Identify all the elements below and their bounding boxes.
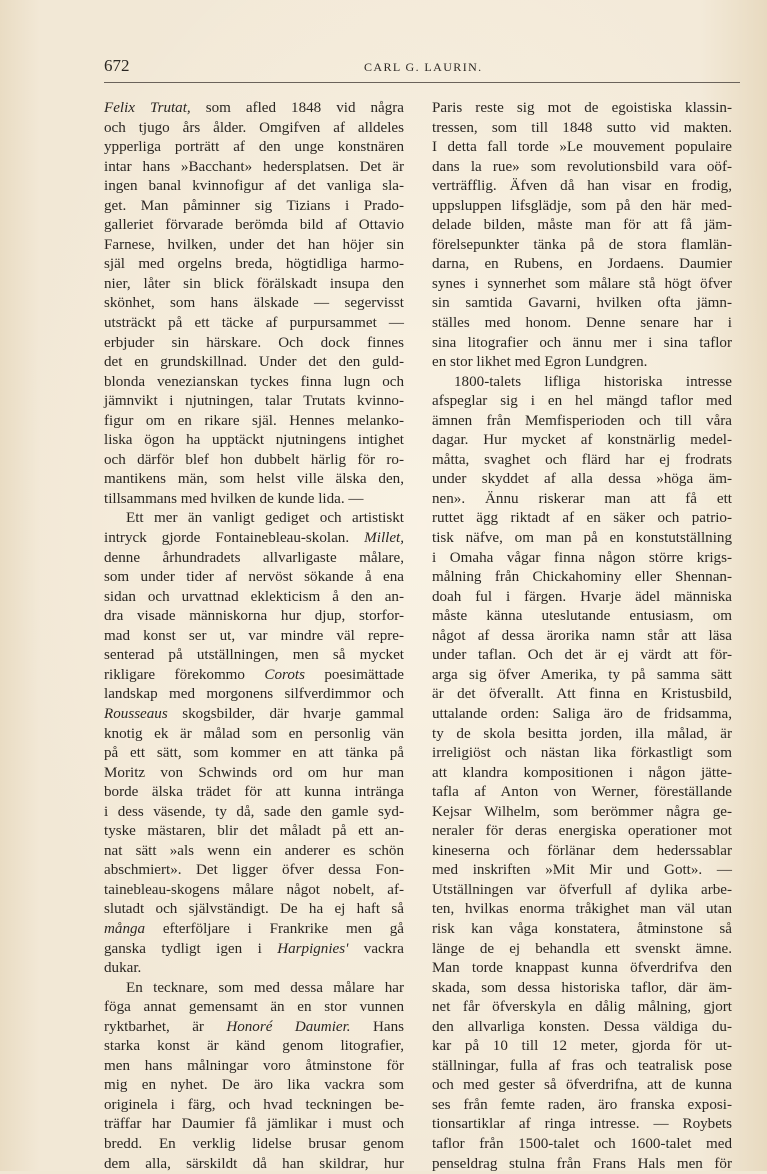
text-line [432,138,732,158]
text-line [432,490,732,510]
text-run: sin samtida Gavarni, hvilken ofta jämn- [432,295,732,312]
text-run: en stor likhet med Egron Lundgren. [432,354,648,371]
left-text-column [104,99,404,1174]
text-line [432,920,732,940]
text-line [432,549,732,569]
text-line [104,1057,404,1077]
text-line [104,646,404,666]
text-line [432,334,732,354]
text-line [104,334,404,354]
text-line [104,138,404,158]
text-line [432,529,732,549]
text-line [432,353,732,373]
italic-name: många [104,920,146,937]
text-run: ypperliga porträtt af den unge konstnären [104,139,404,156]
text-line [432,314,732,334]
text-line [104,666,404,686]
text-line [432,822,732,842]
text-run: i dess väsende, ty då, sade den gamle syd- [104,803,404,820]
text-run: mantikens män, som helst ville älska den, [104,471,404,488]
text-line [432,764,732,784]
text-line [104,119,404,139]
text-run: förelsepunkter tänka på de stora flamlän- [432,236,732,253]
text-run: dans la rue» som revolutionsbild vara oöf- [432,158,732,175]
text-line [104,842,404,862]
text-line [104,197,404,217]
text-run: skogsbilder, där hvarje gammal [167,705,404,722]
text-line [104,744,404,764]
text-run: tisk näfve, om man på en konstutställning [432,530,732,547]
text-run: tainebleau-skogens målare något nobelt, af- [104,881,404,898]
text-run: nat sätt »als wenn ein anderer es schön [104,842,404,859]
text-line [432,725,732,745]
text-run: dem alla, särskildt då han skildrar, hur [104,1155,404,1172]
text-line [104,725,404,745]
text-run: doah ful i färgen. Hvarje ädel människa [432,588,732,605]
text-run: under skyddet af alla dessa »höga äm- [432,471,732,488]
text-run: ämnen från Memfisperioden och till våra [432,412,732,429]
text-run: Hans [350,1018,404,1035]
text-line [104,979,404,999]
page-number: 672 [104,56,130,75]
text-line [432,1037,732,1057]
text-line [104,607,404,627]
text-run: borde älska trädet för att kunna intränga [104,784,404,801]
text-run: efterföljare i Frankrike men gå [145,920,404,937]
text-line [104,1037,404,1057]
text-run: ruttet ägg riktadt af en säker och patrio- [432,510,732,527]
text-run: och med gester så öfverdrifna, att de kunna [432,1077,732,1094]
text-line [432,940,732,960]
text-line [104,685,404,705]
text-line [432,99,732,119]
text-run: knotig ek är målad som en personlig vän [104,725,404,742]
text-run: mig en nyhet. De äro lika vackra som [104,1077,404,1094]
text-run: skada, som dessa historiska taflor, där äm- [432,979,732,996]
text-run: måste känna uteslutande entusiasm, om [432,608,732,625]
text-line [432,412,732,432]
text-line [104,1018,404,1038]
text-line [432,373,732,393]
text-run: penseldrag stulna från Frans Hals men för [432,1155,732,1172]
text-line [432,568,732,588]
text-line [104,549,404,569]
text-run: neraler för deras energiska operationer mot [432,823,732,840]
right-text-column [432,99,732,1174]
text-run: liska ögon ha upptäckt njutningens intighet [104,432,404,449]
text-run: nen». Ännu riskerar man att få ett [432,490,732,507]
text-run: kar på 10 till 12 meter, gjorda för ut- [432,1038,732,1055]
text-run: synes i synnerhet som målare stå högt öfver [432,275,732,292]
text-line [432,646,732,666]
text-run: utsträckt på ett täcke af purpursammet — [104,315,404,332]
text-run: på ett sätt, som kommer en att tänka på [104,745,404,762]
text-run: risk kan våga konstatera, åtminstone så [432,920,732,937]
text-line [432,783,732,803]
italic-name: Rousseaus [104,705,168,722]
text-line [104,1135,404,1155]
text-run: Ett mer än vanligt gediget och artistiskt [126,510,404,527]
italic-name: Honoré Daumier. [226,1018,351,1035]
text-run: Moritz von Schwinds ord om hur man [104,764,404,781]
text-line [104,529,404,549]
text-run: afspeglar sig i en hel mängd taflor med [432,393,732,410]
text-line [432,588,732,608]
text-run: slutadt och självständigt. De ha ej haft så [104,901,404,918]
text-run: tionsartiklar af ringa intresse. — Roybets [432,1116,732,1133]
running-title: CARL G. LAURIN. [364,60,483,74]
text-run: dra visade människorna hur djup, storfor- [104,608,404,625]
text-run: med inskriften »Mit Mir und Gott». — [432,862,732,879]
text-line [432,1076,732,1096]
text-line [432,607,732,627]
text-run: uttalande orden: Saliga äro de fridsamma, [432,705,732,722]
text-run: intar hans »Bacchant» hedersplatsen. Det är [104,158,404,175]
text-line [432,431,732,451]
text-line [104,568,404,588]
text-line [432,842,732,862]
text-run: tressen, som till 1848 sutto vid makten. [432,119,732,136]
text-line [104,627,404,647]
text-run: taflor från 1500-talet och 1600-talet med [432,1135,732,1152]
text-line [432,998,732,1018]
text-line [104,940,404,960]
text-run: erbjuder sin härskare. Och dock finnes [104,334,404,351]
text-line [432,881,732,901]
text-run: irreligiöst och nästan lika förkastligt som [432,745,732,762]
text-line [104,158,404,178]
text-line [104,275,404,295]
text-line [104,861,404,881]
text-run: ty de skola besitta jorden, illa målad, är [432,725,732,742]
text-line [104,959,404,979]
text-run: darna, en Rubens, en Jordaens. Daumier [432,256,732,273]
text-run: måtta, svaghet och flärd har ej frodrats [432,451,732,468]
text-run: vackra [348,940,404,957]
text-line [104,294,404,314]
text-run: verträfflig. Äfven då han visar en frodig, [432,178,732,195]
text-line [104,881,404,901]
italic-name: Harpignies' [277,940,349,957]
text-run: som afled 1848 vid några [190,100,405,116]
text-run: ställes med honom. Denne senare har i [432,315,732,332]
text-run: ses från femte raden, äro franska exposi- [432,1096,732,1113]
text-line [432,216,732,236]
text-run: och tjugo års ålder. Omgifven af alldeles [104,119,404,136]
text-line [432,979,732,999]
text-run: i Omaha vågar finna någon större krigs- [432,549,732,566]
text-run: kineserna och förlänar dem hederssablar [432,842,732,859]
text-line [104,373,404,393]
text-line [432,959,732,979]
text-line [432,294,732,314]
text-run: ten, hvilkas enorma tråkighet man väl utan [432,901,732,918]
italic-name: Felix Trutat, [104,100,191,116]
text-line [104,216,404,236]
text-line [432,666,732,686]
text-line [104,1076,404,1096]
text-line [104,314,404,334]
text-line [104,392,404,412]
text-run: nier, låter sin blick förälskadt insupa den [104,275,404,292]
text-run: målning från Chickahominy eller Shennan- [432,569,732,586]
text-run: figur om en rikare själ. Hennes melanko- [104,412,404,429]
text-run: under taflan. Och det är ej värdt att för- [432,647,732,664]
text-line [104,764,404,784]
text-run: det en grundskillnad. Under det den guld- [104,354,404,371]
text-line [432,744,732,764]
text-run: men hans målningar voro åtminstone för [104,1057,404,1074]
text-line [104,255,404,275]
text-line [104,1115,404,1135]
text-line [432,861,732,881]
text-line [432,158,732,178]
text-line [104,920,404,940]
text-line [432,392,732,412]
text-line [104,1096,404,1116]
text-run: delade bilden, måste man för att få jäm- [432,217,732,234]
text-line [104,803,404,823]
text-run: Kejsar Wilhelm, som berömmer några ge- [432,803,732,820]
text-line [432,1096,732,1116]
text-line [104,353,404,373]
text-run: mad konst ser ut, var mindre väl repre- [104,627,404,644]
text-run: abschmiert». Det ligger öfver dessa Fon- [104,862,404,879]
text-run: föga annat gemensamt än en stor vunnen [104,999,404,1016]
text-line [104,1155,404,1174]
text-run: starka konst är känd genom litografier, [104,1038,404,1055]
text-line [104,431,404,451]
text-run: att klandra kompositionen i någon jätte- [432,764,732,781]
text-run: tyske mästaren, blir det måladt på ett an- [104,823,404,840]
text-line [432,177,732,197]
text-line [104,99,404,119]
text-run: poesimättade [304,666,405,683]
text-line [432,451,732,471]
text-run: skönhet, som hans älskade — segervisst [104,295,404,312]
text-run: denne århundradets allvarligaste målare, [104,549,404,566]
text-line [432,275,732,295]
text-run: är det öfverallt. Att finna en Kristusbild, [432,686,732,703]
text-line [432,803,732,823]
text-run: En tecknare, som med dessa målare har [126,979,404,996]
text-line [104,705,404,725]
text-run: bredd. En verklig lidelse brusar genom [104,1135,404,1152]
italic-name: Millet, [364,530,404,547]
text-run: Farnese, hvilken, under det han höjer sin [104,236,404,253]
text-run: galleriet förvarade berömda bild af Ottavio [104,217,404,234]
text-run: originela i färg, och hvad teckningen be- [104,1096,404,1113]
text-line [104,490,404,510]
text-line [104,412,404,432]
text-line [104,783,404,803]
text-run: som under tider af nervöst sökande å ena [104,569,404,586]
text-line [104,998,404,1018]
text-run: ryktbarhet, är [104,1018,227,1035]
text-run: och därför blef hon dubbelt härlig för ro- [104,451,404,468]
text-line [432,1115,732,1135]
text-run: träffar har Daumier få jämlikar i must och [104,1116,404,1133]
text-run: ställningar, fulla af fras och teatralisk pose [432,1057,732,1074]
text-line [432,1057,732,1077]
text-run: dukar. [104,960,142,977]
text-line [432,705,732,725]
text-line [432,236,732,256]
text-run: rikligare förekommo [104,666,265,683]
text-line [104,509,404,529]
text-run: dagar. Hur mycket af konstnärlig medel- [432,432,732,449]
text-run: jämnvikt i njutningen, talar Trutats kvinno- [104,393,404,410]
text-run: ingen banal kvinnofigur af det vanliga sla- [104,178,404,195]
text-run: arga sig öfver Amerika, ty på samma sätt [432,666,732,683]
text-run: något af dessa ärorika namn står att läsa [432,627,732,644]
text-run: sidan och urvattnad eklekticism å den an- [104,588,404,605]
text-line [432,627,732,647]
text-line [432,119,732,139]
text-line [104,236,404,256]
text-line [104,900,404,920]
text-line [432,1155,732,1174]
text-run: I detta fall torde »Le mouvement populaire [432,139,732,156]
text-run: landskap med morgonens silfverdimmor och [104,686,404,703]
italic-name: Corots [264,666,305,683]
text-run: ganska tydligt igen i [104,940,278,957]
text-run: senterad på utställningen, men så mycket [104,647,404,664]
text-run: den allvarliga konsten. Dessa väldiga du- [432,1018,732,1035]
text-line [432,470,732,490]
text-line [432,1135,732,1155]
text-run: uppsluppen lifsglädje, som på den här med- [432,197,732,214]
text-run: Paris reste sig mot de egoistiska klassin- [432,100,732,116]
text-run: net får öfverskyla en dålig målning, gjort [432,999,732,1016]
text-line [432,1018,732,1038]
text-line [432,900,732,920]
text-line [432,509,732,529]
text-line [432,197,732,217]
text-run: sina litografier och ännu mer i sina taflor [432,334,732,351]
text-line [104,588,404,608]
text-line [432,255,732,275]
text-line [104,822,404,842]
text-run: intryck gjorde Fontainebleau-skolan. [104,530,365,547]
text-run: själ med orgelns breda, högtidliga harmo- [104,256,404,273]
text-line [104,470,404,490]
text-run: länge de ej behandla ett svenskt ämne. [432,940,732,957]
text-run: tafla af Anton von Werner, föreställande [432,784,732,801]
text-line [104,451,404,471]
text-run: Utställningen var öfverfull af dylika arbe- [432,881,732,898]
text-run: tillsammans med hvilken de kunde lida. — [104,490,364,507]
page-header [104,56,740,83]
text-run: 1800-talets lifliga historiska intresse [454,373,732,390]
text-line [104,177,404,197]
text-run: blonda venezianskan tyckes finna lugn och [104,373,404,390]
text-run: Man torde knappast kunna öfverdrifva den [432,960,732,977]
text-run: get. Man påminner sig Tizians i Prado- [104,197,404,214]
text-line [432,685,732,705]
